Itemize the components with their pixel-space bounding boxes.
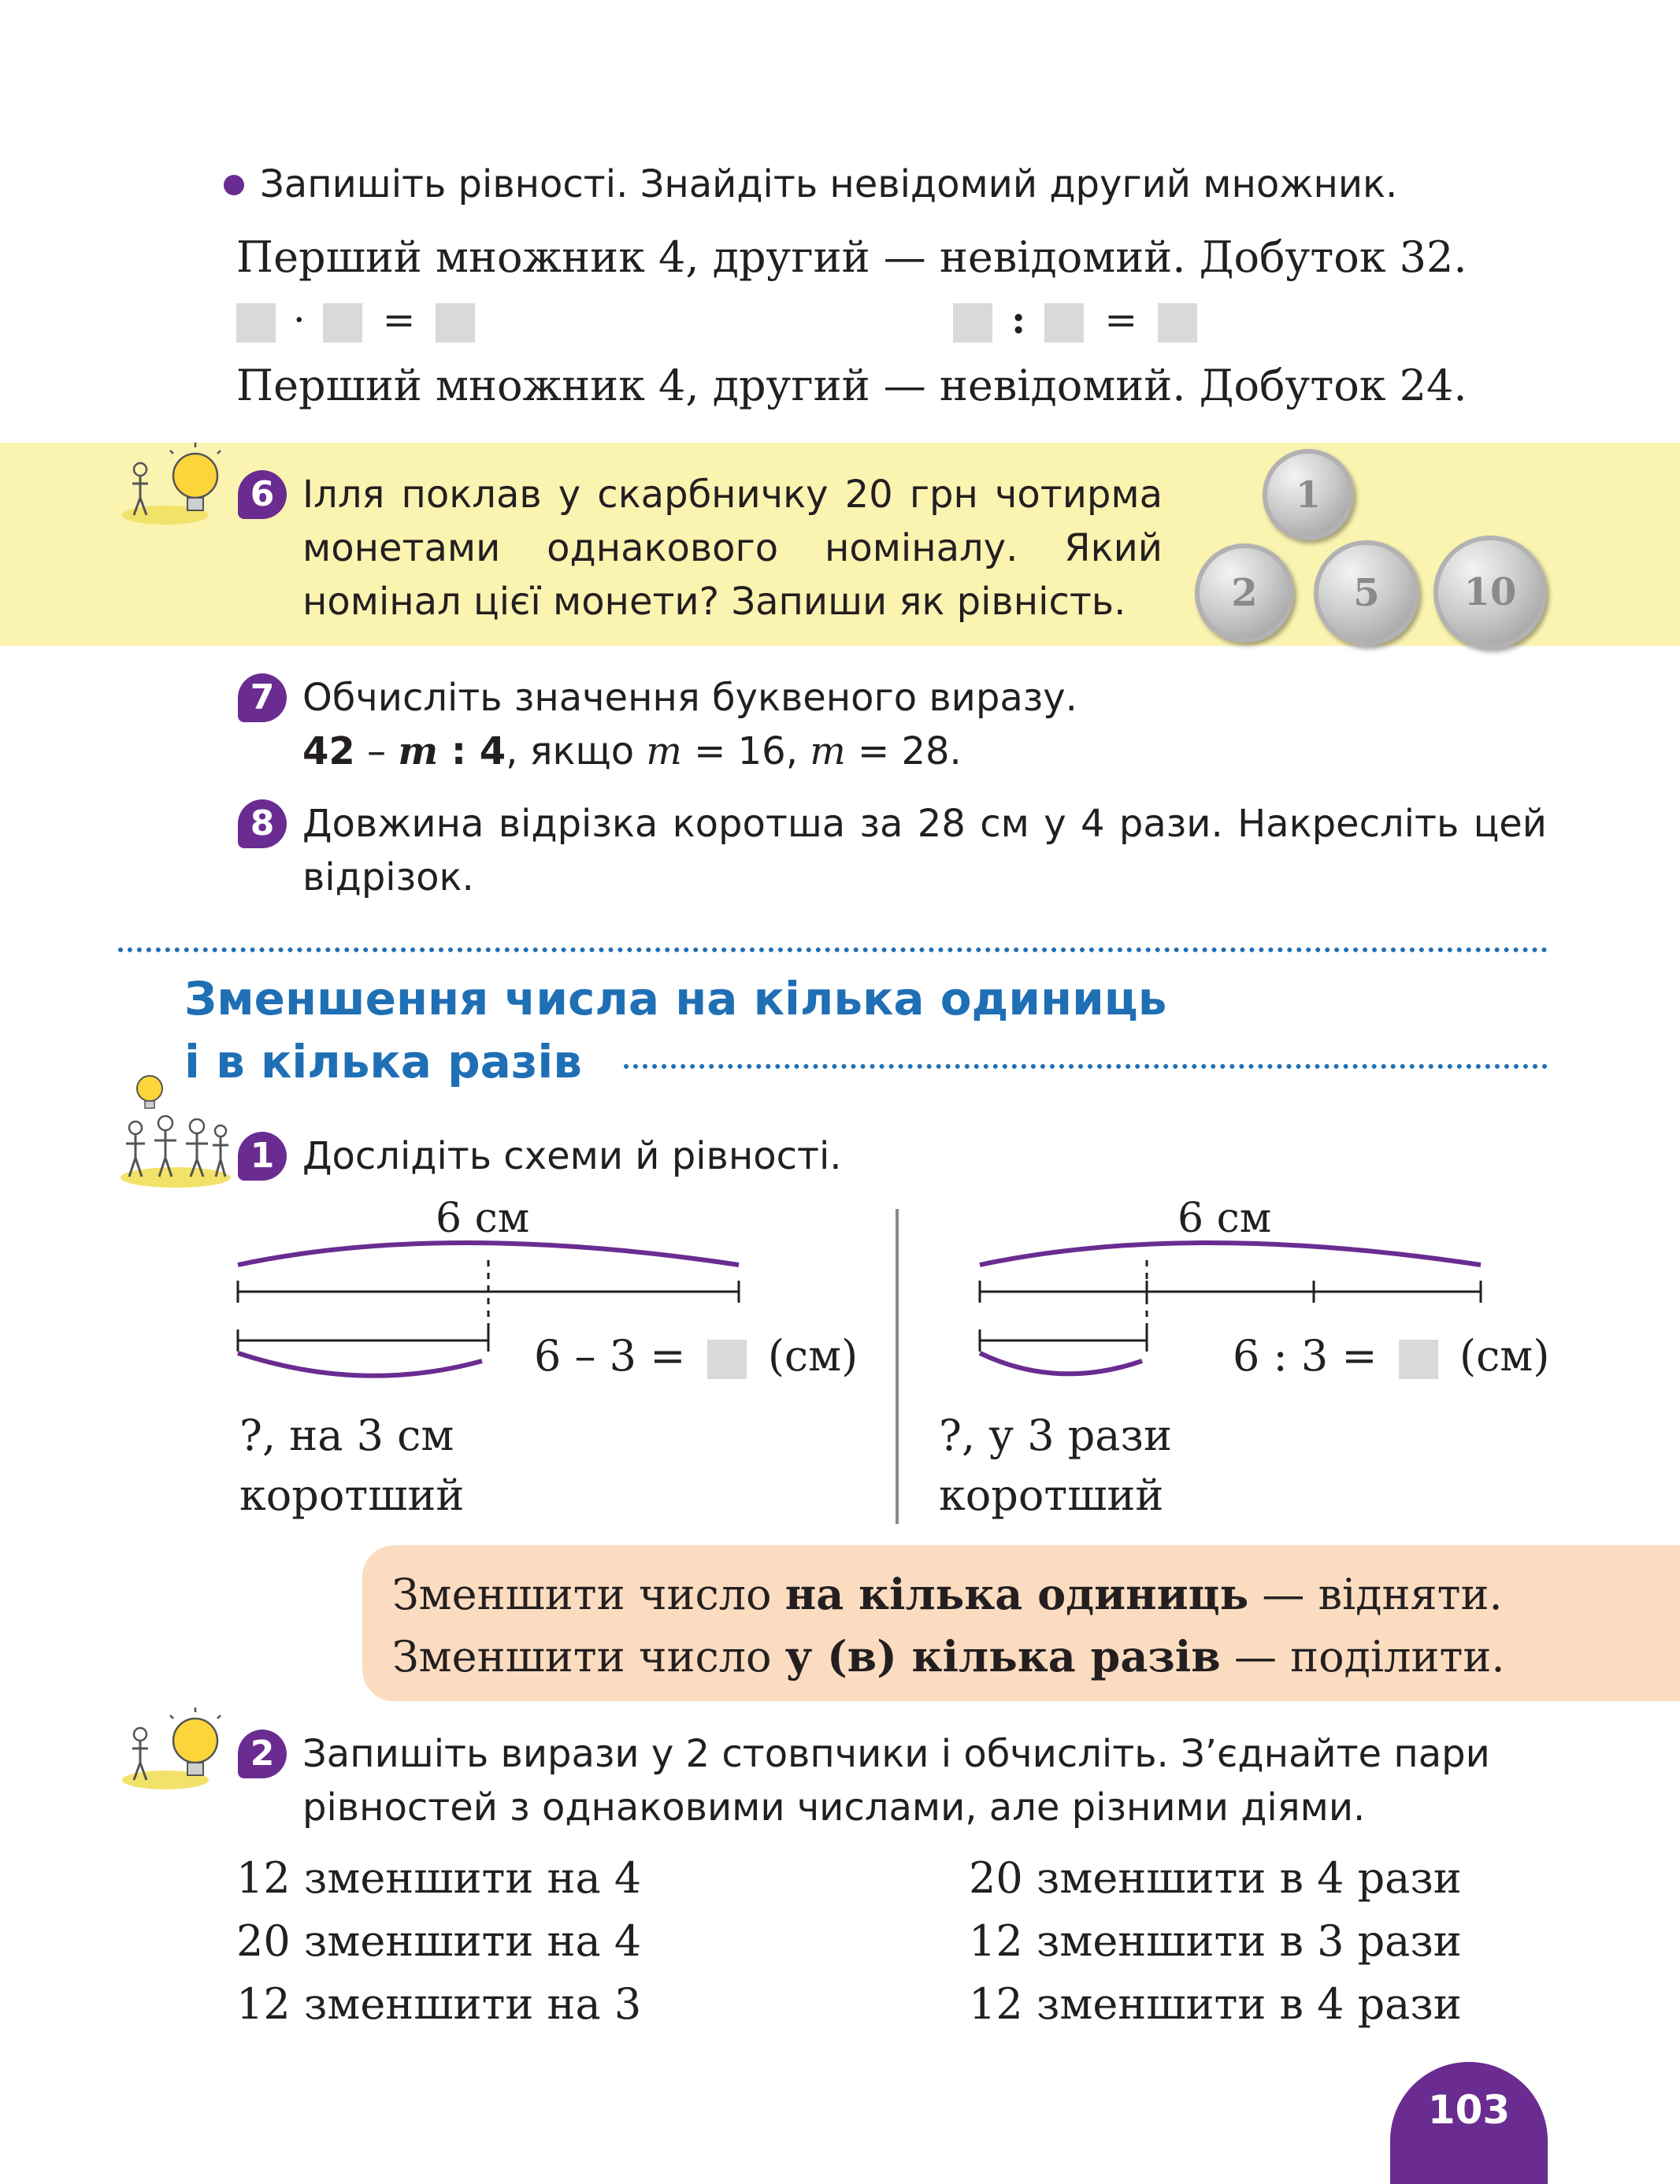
coin-1-hryvnia: 1: [1263, 449, 1354, 540]
task8-text: Довжина відрізка коротша за 28 см у 4 рази. Накресліть цей відрізок.: [302, 802, 1547, 899]
expression-item: 12 зменшити в 4 рази: [969, 1979, 1462, 2029]
task6-text: Ілля поклав у скарбничку 20 грн чотирма монетами однакового номіналу. Який номінал цієї монети? Запиши як рівність.: [302, 473, 1163, 624]
task2-right-column: [969, 1847, 1462, 2036]
task1-text: Дослідіть схеми й рівності.: [302, 1134, 842, 1178]
blank-box: [1044, 303, 1084, 343]
coin-10-hryvnia: 10: [1433, 536, 1547, 649]
expression-item: 12 зменшити на 3: [236, 1979, 642, 2029]
task7-text: Обчисліть значення буквеного виразу.: [302, 676, 1077, 720]
blank-box: [323, 303, 362, 343]
task7-expression: 42 – m : 4, якщо m = 16, m = 28.: [302, 729, 962, 773]
page-number-tab: [1390, 2062, 1548, 2184]
scheme-right-length-label: 6 см: [1177, 1195, 1272, 1242]
page-number: 103: [1427, 2087, 1511, 2133]
intro-instruction: Запишіть рівності. Знайдіть невідомий другий множник.: [260, 158, 1599, 211]
task-number-8: 8: [238, 799, 287, 848]
rule-text: [392, 1563, 1505, 1688]
rule-line-2: Зменшити число у (в) кілька разів — поділити.: [392, 1631, 1505, 1682]
rule-line-1: Зменшити число на кілька одиниць — відняти.: [392, 1569, 1503, 1619]
intro-line-1: Перший множник 4, другий — невідомий. Добуток 32.: [236, 232, 1467, 282]
lightbulb-icon: [118, 443, 228, 529]
scheme-right-caption: ?, у 3 рази коротший: [939, 1411, 1172, 1520]
task-number-7: 7: [238, 673, 287, 722]
group-work-icon: [117, 1071, 235, 1189]
lightbulb-icon: [118, 1708, 228, 1794]
blank-box: [236, 303, 276, 343]
section-title-line-2: і в кілька разів: [184, 1035, 583, 1088]
task2-left-column: [236, 1847, 641, 2036]
section-divider: [118, 947, 1548, 952]
expression-item: 12 зменшити в 3 рази: [969, 1916, 1462, 1966]
intro-line-2: Перший множник 4, другий — невідомий. Добуток 24.: [236, 361, 1467, 410]
scheme-left-equation: 6 – 3 = (см): [534, 1331, 859, 1381]
blank-box: [953, 303, 992, 343]
purple-bullet: [224, 175, 244, 195]
expression-item: 20 зменшити в 4 рази: [969, 1853, 1462, 1903]
task-number-1: 1: [238, 1132, 287, 1181]
answer-box: [1399, 1340, 1438, 1379]
scheme-left-caption: ?, на 3 см коротший: [239, 1411, 465, 1520]
expression-item: 20 зменшити на 4: [236, 1916, 642, 1966]
coin-2-hryvnia: 2: [1195, 543, 1294, 643]
division-template: : =: [953, 298, 1197, 343]
task-number-2: 2: [238, 1730, 287, 1778]
task-number-6: 6: [238, 470, 287, 519]
blank-box: [1158, 303, 1197, 343]
answer-box: [707, 1340, 747, 1379]
expression-item: 12 зменшити на 4: [236, 1853, 642, 1903]
section-title-line-1: Зменшення числа на кілька одиниць: [184, 972, 1167, 1025]
scheme-right-equation: 6 : 3 = (см): [1233, 1331, 1550, 1381]
scheme-left-length-label: 6 см: [436, 1195, 530, 1242]
scheme-separator: [896, 1209, 899, 1524]
section-title-dotted-line: [624, 1064, 1548, 1069]
task2-text: Запишіть вирази у 2 стовпчики і обчисліть. З’єднайте пари рівностей з однаковими числами, але різними діями.: [302, 1732, 1490, 1830]
blank-box: [436, 303, 475, 343]
multiplication-template: · =: [236, 298, 475, 343]
coin-5-hryvnia: 5: [1314, 540, 1419, 646]
